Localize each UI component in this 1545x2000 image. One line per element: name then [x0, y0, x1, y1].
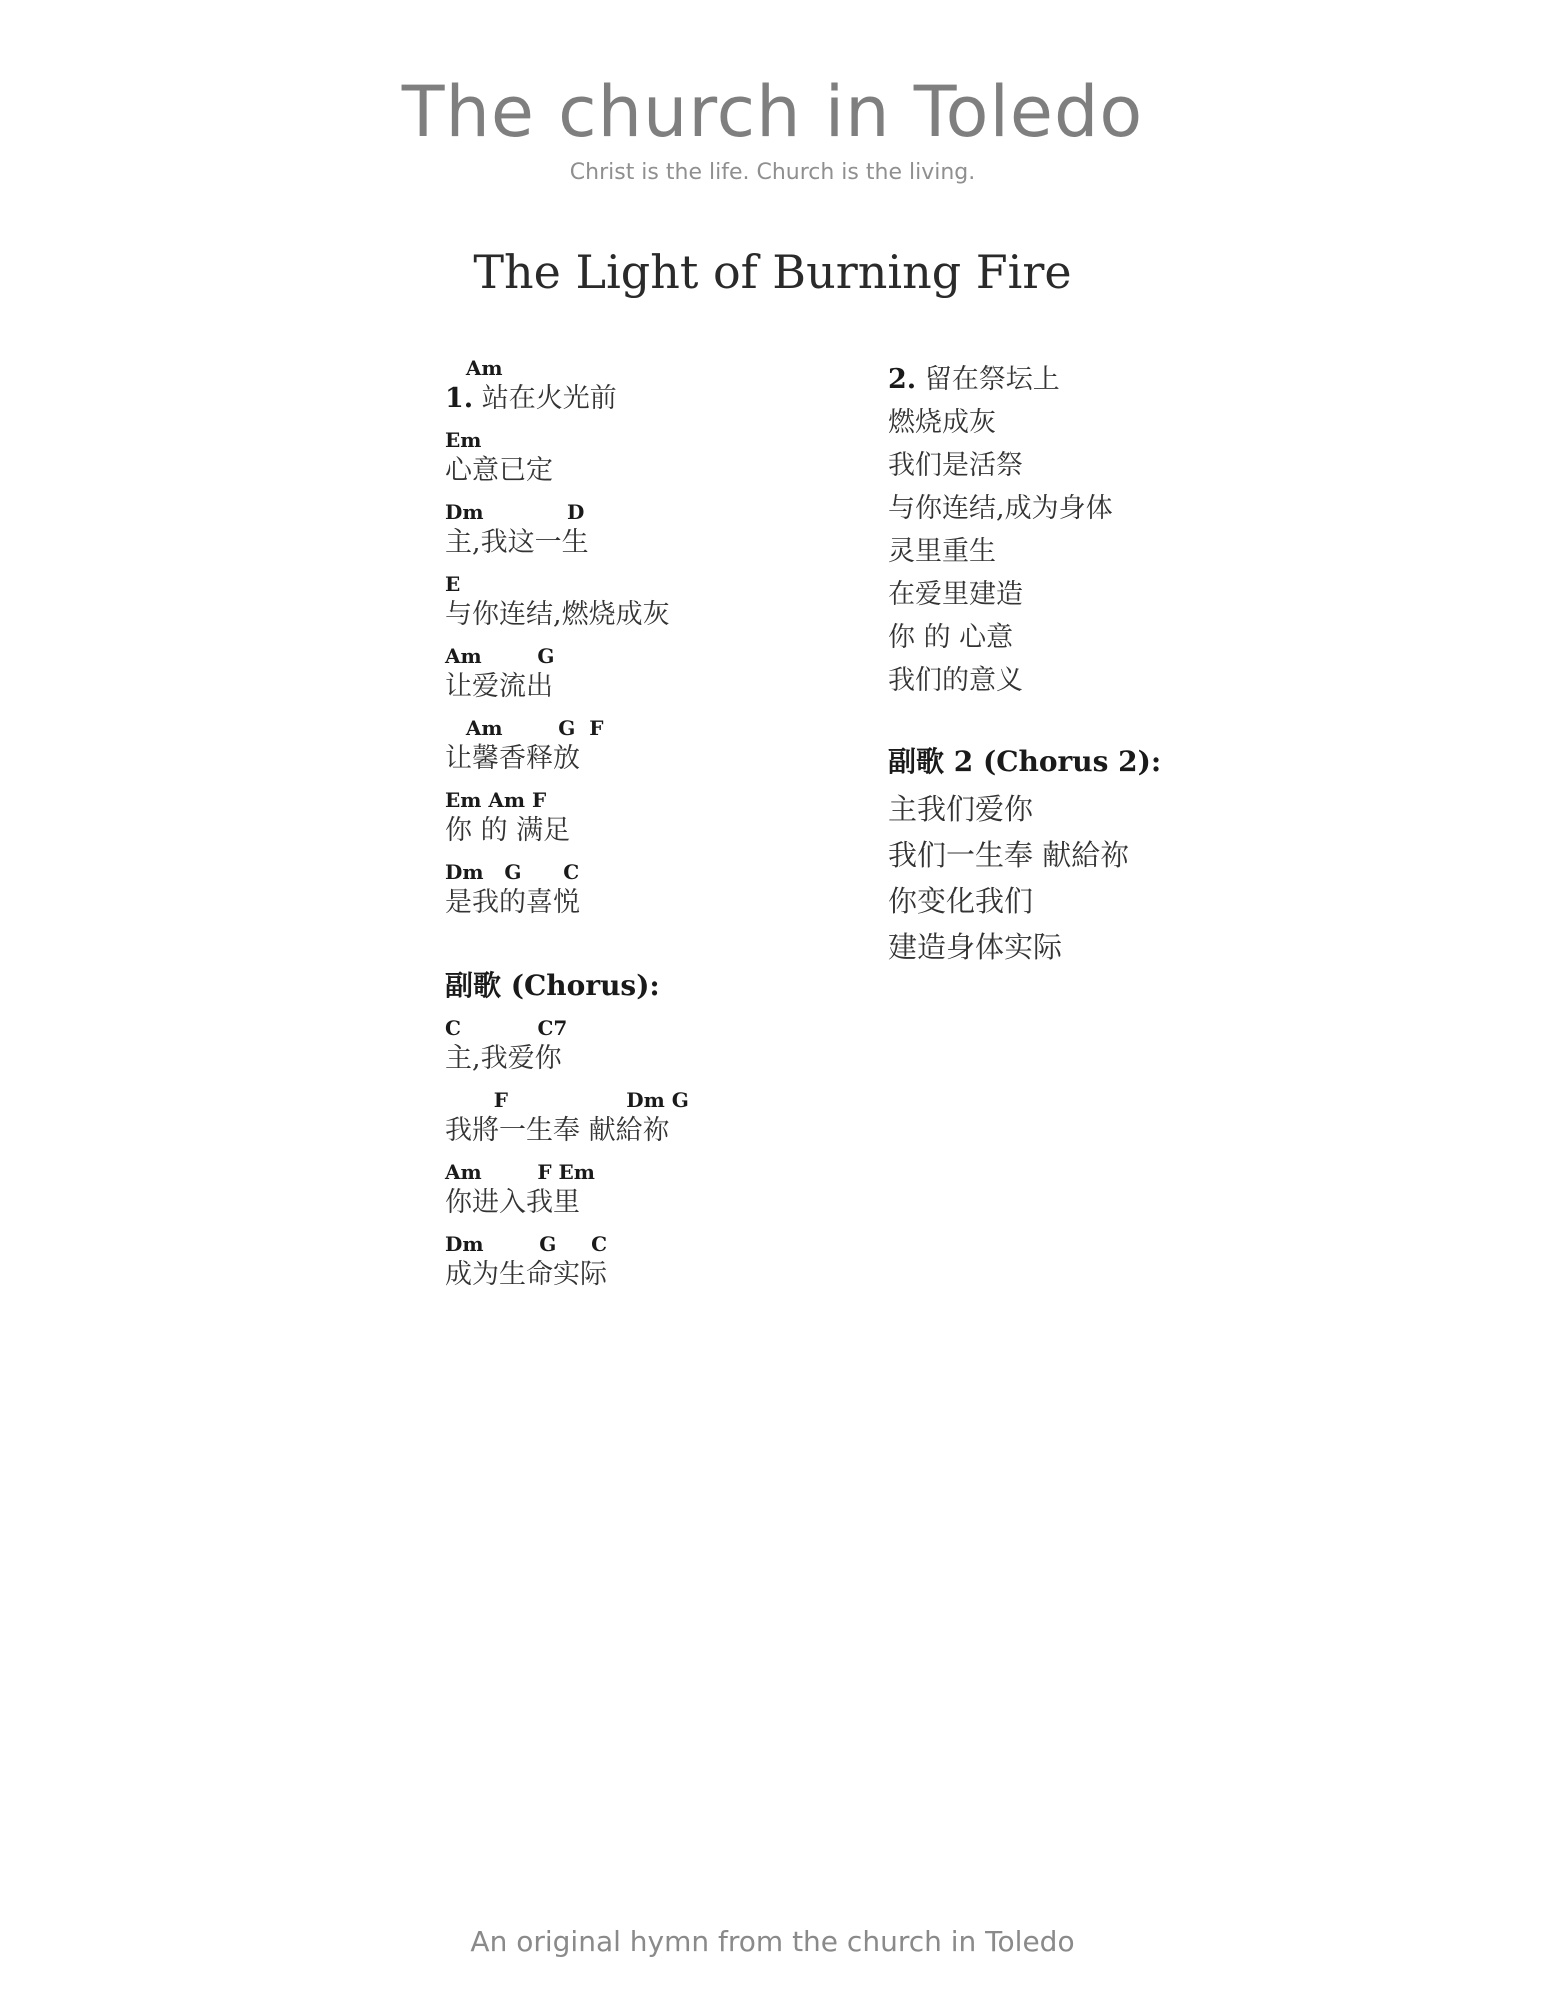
song-title: The Light of Burning Fire: [473, 245, 1072, 299]
verse-2: [888, 358, 1308, 702]
lyric-line: 心意已定: [445, 455, 553, 486]
chord-line: F Dm G: [445, 1088, 689, 1112]
lyric-line: 你 的 心意: [888, 622, 1014, 653]
lyric-line: [445, 380, 865, 418]
lyric-line: 主,我爱你: [445, 1043, 562, 1074]
chorus-heading: 副歌 (Chorus):: [445, 969, 660, 1002]
lyric-line: 你 的 满足: [445, 815, 571, 846]
chord-line: Dm G C: [445, 1232, 608, 1256]
lyric-line: 你变化我们: [888, 884, 1034, 918]
lyric-line: 灵里重生: [888, 536, 996, 567]
chord-line: C C7: [445, 1016, 568, 1040]
chord-line: Dm D: [445, 500, 585, 524]
lyric-line: 我们一生奉 献給祢: [888, 838, 1130, 872]
lyric-line: 你进入我里: [445, 1187, 580, 1218]
lyric-line: 主,我这一生: [445, 527, 589, 558]
lyric-line: 在爱里建造: [888, 579, 1023, 610]
lyric-line: 与你连结,成为身体: [888, 493, 1113, 524]
verse-number: 2.: [888, 364, 917, 395]
lyric-line: 我们是活祭: [888, 450, 1023, 481]
lyric-line: 让爱流出: [445, 671, 553, 702]
verse-1: [445, 356, 865, 922]
chorus-2-heading: 副歌 2 (Chorus 2):: [888, 745, 1162, 778]
chord-line: Am: [445, 356, 503, 380]
chord-line: Dm G C: [445, 860, 580, 884]
lyric-line: 成为生命实际: [445, 1259, 607, 1290]
church-title: The church in Toledo: [401, 71, 1144, 153]
lyric-line: 与你连结,燃烧成灰: [445, 599, 670, 630]
verse-number: 1.: [445, 383, 474, 414]
lyric-line: 让馨香释放: [445, 743, 580, 774]
chord-line: E: [445, 572, 461, 596]
lyric-line: 主我们爱你: [888, 792, 1034, 826]
lyric-line: 建造身体实际: [888, 930, 1063, 964]
right-column: [888, 358, 1308, 970]
lyric-text: 站在火光前: [473, 383, 617, 414]
lyric-line: 我们的意义: [888, 665, 1023, 696]
page-header: [0, 70, 1545, 185]
chorus-1: [445, 966, 865, 1294]
lyric-line: 是我的喜悦: [445, 887, 580, 918]
chorus-2: [888, 742, 1308, 970]
chord-line: Em: [445, 428, 482, 452]
tagline: Christ is the life. Church is the living.: [569, 160, 976, 185]
page-footer: An original hymn from the church in Toledo: [470, 1925, 1075, 1958]
chord-line: Am G F: [445, 716, 604, 740]
chord-line: Em Am F: [445, 788, 547, 812]
chord-line: Am G: [445, 644, 555, 668]
left-column: [445, 356, 865, 1294]
lyric-text: 留在祭坛上: [916, 364, 1060, 395]
lyric-line: 燃烧成灰: [888, 407, 996, 438]
lyric-line: 我將一生奉 献給祢: [445, 1115, 670, 1146]
chord-line: Am F Em: [445, 1160, 595, 1184]
lyric-line: [888, 358, 1308, 401]
